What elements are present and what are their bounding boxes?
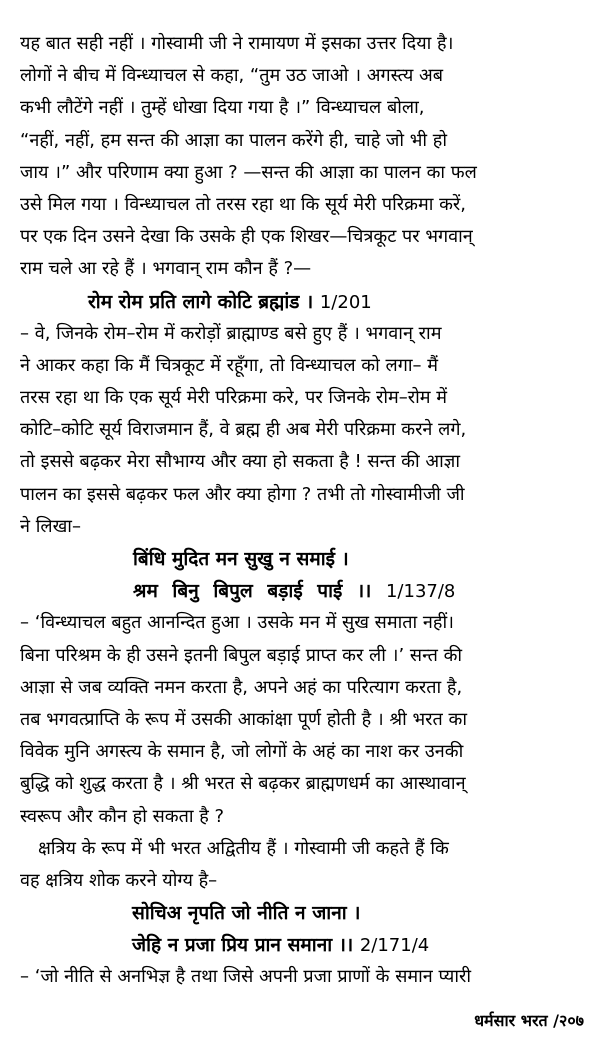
text-line: तो इससे बढ़कर मेरा सौभाग्य और क्या हो सकता है ! सन्त की आज्ञा [20,451,460,473]
text-line: तब भगवत्प्राप्ति के रूप में उसकी आकांक्षा पूर्ण होती है । श्री भरत का [20,708,467,730]
text-line: ने लिखा– [20,515,81,537]
text-line: जाय ।” और परिणाम क्या हुआ ? —सन्त की आज्ञा का पालन का फल [20,161,477,183]
text-line: ने आकर कहा कि मैं चित्रकूट में रहूँगा, तो विन्ध्याचल को लगा– मैं [20,354,438,376]
verse-3-reference: 2/171/4 [359,935,430,957]
text-line: राम चले आ रहे हैं । भगवान् राम कौन हैं ?— [20,258,312,280]
text-line: कभी लौटेंगे नहीं । तुम्हें धोखा दिया गया है ।” विन्ध्याचल बोला, [20,97,425,119]
text-line: पर एक दिन उसने देखा कि उसके ही एक शिखर—चित्रकूट पर भगवान् [20,226,473,248]
text-line: “नहीं, नहीं, हम सन्त की आज्ञा का पालन करेंगे ही, चाहे जो भी हो [20,129,447,151]
text-line: बिना परिश्रम के ही उसने इतनी बिपुल बड़ाई प्राप्त कर ली ।’ सन्त की [20,644,463,666]
text-line: लोगों ने बीच में विन्ध्याचल से कहा, “तुम उठ जाओ । अगस्त्य अब [20,65,444,87]
verse-1-text: रोम रोम प्रति लागे कोटि ब्रह्मांड । [88,290,314,313]
page-body [20,28,585,994]
text-line: कोटि–कोटि सूर्य विराजमान हैं, वे ब्रह्म ही अब मेरी परिक्रमा करने लगे, [20,419,467,441]
text-line: आज्ञा से जब व्यक्ति नमन करता है, अपने अहं का परित्याग करता है, [20,676,463,698]
text-line: – ‘विन्ध्याचल बहुत आनन्दित हुआ । उसके मन में सुख समाता नहीं। [20,612,454,634]
verse-2-reference: 1/137/8 [385,581,456,603]
text-line: – ‘जो नीति से अनभिज्ञ है तथा जिसे अपनी प्रजा प्राणों के समान प्यारी [20,966,472,988]
verse-3-line-2 [20,929,585,961]
text-line: – वे, जिनके रोम–रोम में करोड़ों ब्राह्माण्ड बसे हुए हैं । भगवान् राम [20,322,442,344]
verse-1 [20,286,585,318]
text-line: पालन का इससे बढ़कर फल और क्या होगा ? तभी तो गोस्वामीजी जी [20,483,465,505]
verse-2-line-2-text: श्रम बिनु बिपुल बड़ाई पाई ।। [133,580,372,603]
verse-3-line-1: सोचिअ नृपति जो नीति न जाना । [132,902,361,925]
verse-2-line-2 [20,575,585,607]
text-line: उसे मिल गया । विन्ध्याचल तो तरस रहा था कि सूर्य मेरी परिक्रमा करें, [20,193,467,215]
text-line: विवेक मुनि अगस्त्य के समान है, जो लोगों के अहं का नाश कर उनकी [20,741,464,763]
text-line: तरस रहा था कि एक सूर्य मेरी परिक्रमा करे, पर जिनके रोम–रोम में [20,387,448,409]
verse-3-line-2-text: जेहि न प्रजा प्रिय प्रान समाना ।। [132,934,354,957]
verse-2-line-1: बिंधि मुदित मन सुखु न समाई । [133,548,349,570]
text-line: वह क्षत्रिय शोक करने योग्य है– [20,869,218,891]
text-line: बुद्धि को शुद्ध करता है । श्री भरत से बढ़कर ब्राह्मणधर्म का आस्थावान् [20,773,466,795]
text-line: यह बात सही नहीं । गोस्वामी जी ने रामायण में इसका उत्तर दिया है। [20,33,454,54]
page-footer: धर्मसार भरत /२०७ [474,1011,584,1030]
verse-1-reference: 1/201 [319,291,372,313]
text-line: स्वरूप और कौन हो सकता है ? [20,805,225,827]
text-line: क्षत्रिय के रूप में भी भरत अद्वितीय हैं । गोस्वामी जी कहते हैं कि [38,837,449,859]
